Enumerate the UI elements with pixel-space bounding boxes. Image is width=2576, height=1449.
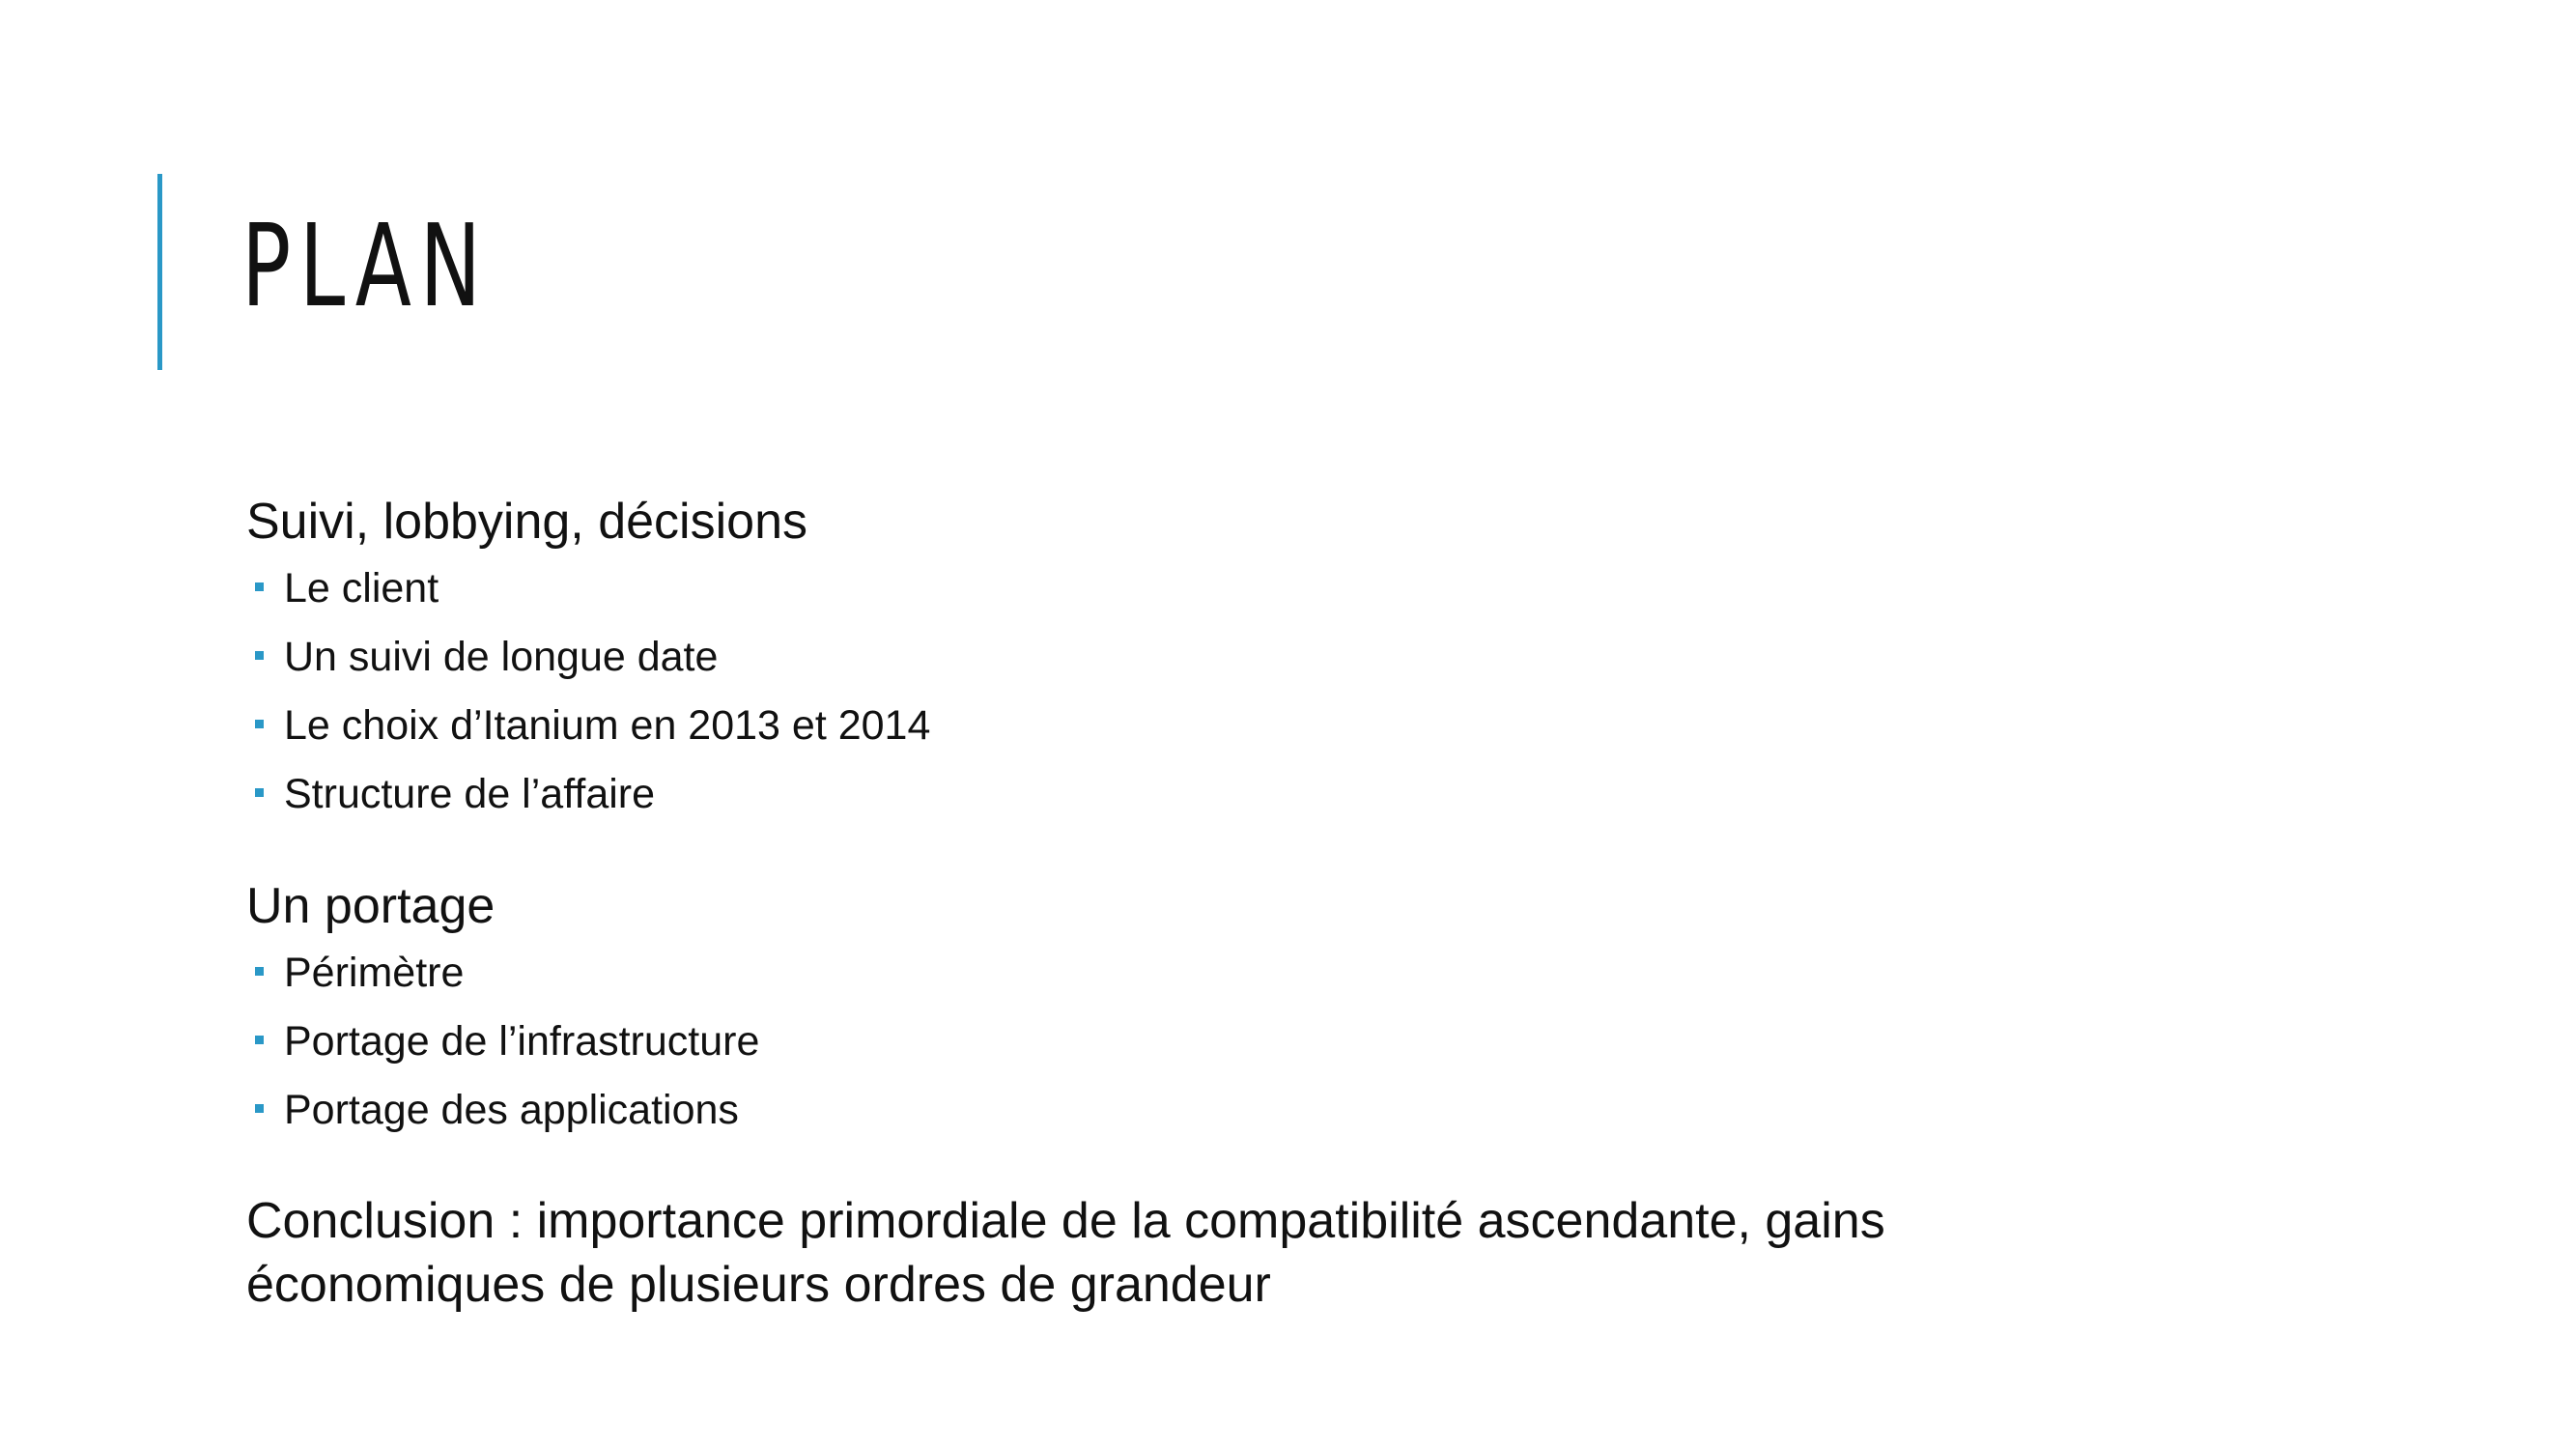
section-heading: Suivi, lobbying, décisions [246,494,807,550]
list-item-text: Un suivi de longue date [284,634,719,680]
section-conclusion [246,1189,2323,1317]
conclusion-text: Conclusion : importance primordiale de la compatibilité ascendante, gains économiques de plusieurs ordres de grandeur [246,1193,1885,1313]
list-item [246,1008,2323,1076]
bullet-square-icon [255,651,264,660]
list-item [246,692,2323,760]
bullet-square-icon [255,1104,264,1113]
section-suivi [246,489,2323,829]
section-heading: Un portage [246,878,495,934]
list-item [246,1076,2323,1145]
list-item [246,760,2323,829]
title-accent-bar [157,174,162,370]
list-item-text: Portage de l’infrastructure [284,1018,760,1065]
bullet-square-icon [255,582,264,591]
section-portage [246,873,2323,1145]
bullet-square-icon [255,788,264,797]
list-item [246,939,2323,1008]
slide-title: PLAN [241,199,490,332]
list-item [246,554,2323,623]
bullet-list [246,554,2323,829]
bullet-square-icon [255,720,264,728]
list-item-text: Le choix d’Itanium en 2013 et 2014 [284,702,931,749]
list-item-text: Portage des applications [284,1087,739,1133]
list-item-text: Le client [284,565,439,611]
slide-content [246,489,2323,1317]
list-item-text: Structure de l’affaire [284,771,656,817]
bullet-square-icon [255,967,264,976]
bullet-square-icon [255,1036,264,1044]
list-item-text: Périmètre [284,950,465,996]
bullet-list [246,939,2323,1145]
list-item [246,623,2323,692]
